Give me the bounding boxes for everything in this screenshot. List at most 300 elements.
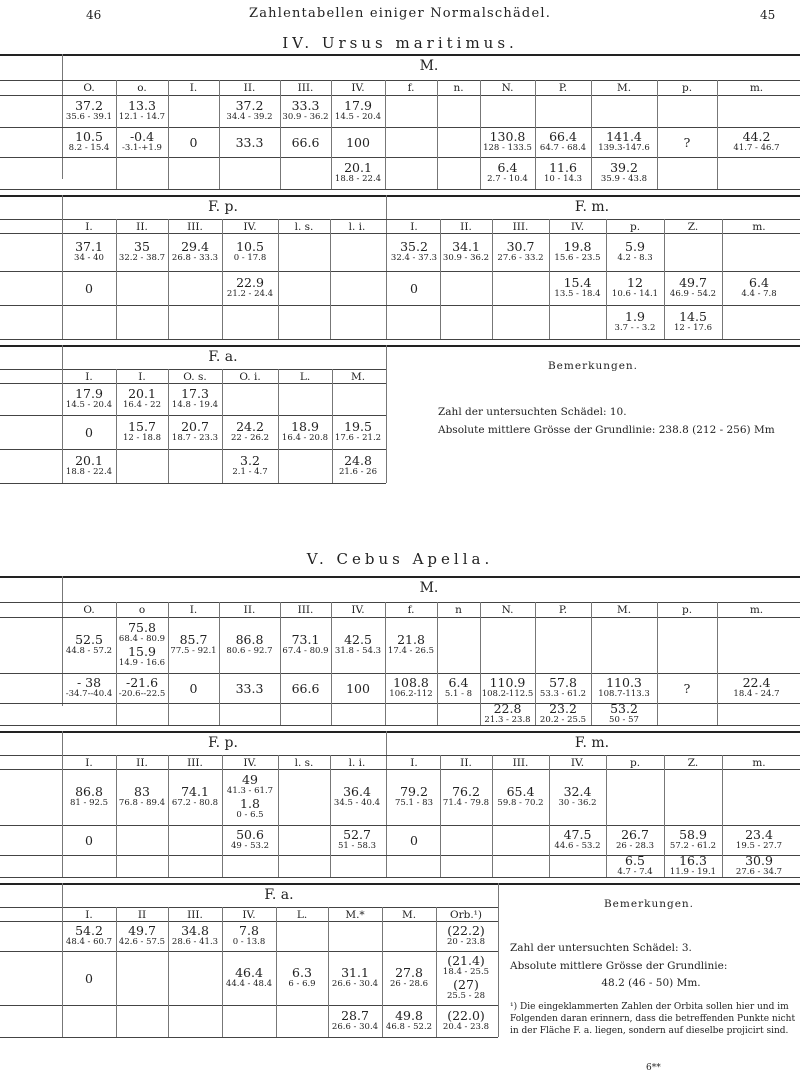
mean-value: 100 [346,134,370,150]
mean-value: 1.9 [625,309,645,324]
mean-value: 36.4 [343,784,371,799]
m-table-col-header: O. [83,82,95,94]
fp-table-col-header: II. [136,757,148,769]
fa-table-cell [62,924,116,948]
column-rule [606,755,607,877]
fm-table-col-header: IV. [570,757,585,769]
range-value: 16.4 - 20.8 [281,433,329,443]
range-value: 41.3 - 61.7 [226,786,274,796]
mean-value: 66.6 [291,680,320,696]
mean-value: 79.2 [400,784,428,799]
m-table-cell [168,136,219,149]
mean-value: 0 [189,680,198,696]
range-value: 18.4 - 25.5 [442,967,490,977]
rule [0,877,386,878]
rule [0,725,800,726]
mean-value: - 38 [76,675,102,690]
column-rule [328,907,329,1037]
range-value: 30.9 - 36.2 [442,253,490,263]
m-table-col-header: N. [501,82,514,94]
range-value: 20 - 23.8 [446,937,486,947]
fm-table-cell [440,785,492,809]
column-rule [276,907,277,1037]
mean-value: 0 [85,832,93,848]
range-value: 14.5 - 20.4 [334,112,382,122]
mean-value: 37.2 [235,98,264,113]
rule [0,755,386,756]
m-table-cell [480,161,535,185]
mean-value: (27) [453,977,479,992]
range-value: 28.6 - 41.3 [171,937,219,947]
fm-table-col-header: IV. [570,221,585,233]
mean-value: 10.5 [236,239,264,254]
column-rule [62,195,63,339]
m-table-col-header: II. [243,604,256,616]
mean-value: 57.8 [549,675,577,690]
column-rule [280,80,281,189]
column-rule [492,219,493,339]
mean-value: 85.7 [179,632,208,647]
fa-table-col-header: IV. [242,909,256,921]
column-rule [222,907,223,1037]
range-value: 67.4 - 80.9 [282,646,329,656]
mean-value: 11.6 [549,160,577,175]
fm-table-cell [606,854,664,878]
fm-table-cell [388,785,440,809]
mean-value: 20.1 [128,386,156,401]
fp-table-col-header: II. [136,221,148,233]
rule [0,271,386,272]
mean-value: 20.7 [181,419,209,434]
mean-value: 54.2 [75,923,103,938]
rule [0,189,800,190]
mean-value: 15.7 [128,419,156,434]
mean-value: 24.2 [236,419,264,434]
fa-table-col-header: O. i. [239,371,261,383]
mean-value: 15.4 [563,275,592,290]
column-rule [278,219,279,339]
mean-value: 35.2 [400,239,428,254]
mean-value: 33.3 [291,98,320,113]
mean-value: 12 [627,275,643,290]
column-rule [62,883,63,1037]
mean-value: 19.5 [344,419,372,434]
mean-value: 86.8 [75,784,103,799]
range-value: 67.2 - 80.8 [171,798,219,808]
m-table-cell [62,676,116,700]
fa-table-group-header: F. a. [208,349,238,365]
rule [386,233,800,234]
column-rule [219,602,220,725]
mean-value: 6.4 [497,160,518,175]
fa-table-cell [222,966,276,990]
mean-value: 76.2 [452,784,480,799]
range-value: 108.7-113.3 [598,689,650,699]
mean-value: 66.4 [549,129,577,144]
mean-value: 10.5 [75,129,103,144]
range-value: 3.7 - - 3.2 [614,323,656,333]
fa-table-cell [278,420,332,444]
fp-table-cell [62,240,116,264]
fa-table-col-header: III. [187,909,203,921]
range-value: 44.6 - 53.2 [554,841,601,851]
m-table-cell [280,136,331,149]
m-table-cell [591,161,657,185]
rule [0,576,800,578]
m-table-col-header: IV. [351,82,365,94]
fa-table-cell [436,924,496,948]
remarks-title: Bemerkungen. [547,360,639,372]
mean-value: 32.4 [563,784,592,799]
fp-table-col-header: I. [85,221,93,233]
remarks-count: Zahl der untersuchten Schädel: 10. [438,406,627,418]
mean-value: 46.4 [235,965,263,980]
fa-table-cell [62,972,116,985]
mean-value: 20.1 [75,453,103,468]
mean-value: 86.8 [235,632,264,647]
range-value: 4.2 - 8.3 [617,253,653,263]
fp-table-cell [62,785,116,809]
mean-value: 7.8 [239,923,259,938]
m-table-col-header: p. [681,82,693,94]
column-rule [440,219,441,339]
mean-value: 5.9 [625,239,645,254]
range-value: 77.5 - 92.1 [170,646,217,656]
m-table-cell [116,621,168,669]
mean-value: 49.7 [128,923,156,938]
mean-value: 23.2 [549,701,577,716]
column-rule [168,219,169,339]
m-table-cell [535,702,591,726]
range-value: 51 - 58.3 [337,841,377,851]
range-value: 0 - 17.8 [233,253,267,263]
range-value: 34 - 40 [74,253,104,263]
rule [0,127,800,128]
m-table-col-header: m. [749,82,764,94]
fa-table-cell [328,966,382,990]
rule [0,345,800,347]
m-table-col-header: f. [407,604,415,616]
m-table-cell [591,702,657,726]
column-rule [722,219,723,339]
fa-table-col-header: O. s. [183,371,207,383]
section-title-cebus: V. Cebus Apella. [306,550,494,568]
m-table-cell [591,676,657,700]
mean-value: 3.2 [240,453,260,468]
rule [0,383,386,384]
m-table-col-header: N. [501,604,514,616]
rule [386,755,800,756]
mean-value: 34.1 [452,239,480,254]
column-rule [116,219,117,339]
range-value: -34.7--40.4 [65,689,113,699]
range-value: 21.3 - 23.8 [484,715,531,725]
m-table-cell [280,682,331,695]
m-table-col-header: f. [407,82,415,94]
range-value: 76.8 - 89.4 [118,798,166,808]
mean-value: (22.0) [447,1008,485,1023]
column-rule [332,369,333,483]
rule [0,415,386,416]
m-table-col-header: n. [453,82,464,94]
range-value: 30.9 - 36.2 [282,112,329,122]
mean-value: 17.9 [75,386,103,401]
range-value: 0 - 6.5 [236,810,264,820]
rule [0,769,386,770]
m-table-col-header: P. [558,82,568,94]
m-table-group-header: M. [419,58,439,74]
fa-table-cell [436,954,496,1002]
column-rule [480,80,481,189]
column-rule [222,755,223,877]
m-table-col-header: III. [297,82,314,94]
range-value: 34.5 - 40.4 [333,798,381,808]
range-value: 71.4 - 79.8 [442,798,490,808]
mean-value: 0 [85,280,93,296]
mean-value: 52.7 [343,827,371,842]
m-table-cell [591,130,657,154]
range-value: 44.8 - 57.2 [65,646,113,656]
m-table-cell [219,633,280,657]
mean-value: 0 [410,280,418,296]
range-value: 139.3-147.6 [598,143,650,153]
m-table-col-header: n [455,604,462,616]
range-value: 4.7 - 7.4 [617,867,653,877]
fm-table-cell [388,834,440,847]
mean-value: 17.9 [344,98,372,113]
m-table-col-header: m. [749,604,764,616]
mean-value: 22.4 [742,675,771,690]
range-value: 18.8 - 22.4 [65,467,113,477]
m-table-cell [385,676,437,700]
range-value: 44.4 - 48.4 [225,979,273,989]
fm-table-col-header: Z. [687,757,699,769]
rule [0,673,800,674]
range-value: 26.6 - 30.4 [331,1022,379,1032]
column-rule [116,602,117,725]
m-table-cell [62,130,116,154]
column-rule [280,602,281,725]
range-value: 35.9 - 43.8 [600,174,648,184]
rule [0,951,498,952]
mean-value: 33.3 [235,680,264,696]
m-table-col-header: M. [616,604,632,616]
m-table-col-header: p. [681,604,693,616]
page-header-title: Zahlentabellen einiger Normalschädel. [248,6,552,21]
range-value: 31.8 - 54.3 [334,646,382,656]
rule [386,219,800,220]
range-value: 2.7 - 10.4 [487,174,528,184]
remarks-baseline: Absolute mittlere Grösse der Grundlinie: [510,960,728,972]
column-rule [219,80,220,189]
range-value: 42.6 - 57.5 [118,937,166,947]
range-value: 64.7 - 68.4 [539,143,587,153]
mean-value: 100 [346,680,370,696]
column-rule [591,80,592,189]
fa-table-cell [332,454,384,478]
footnote: ¹) Die eingeklammerten Zahlen der Orbita sollen hier und im Folgenden daran erinnern, dass die betreffenden Punkte nicht in der Fläche F. a. liegen, sondern auf dieselbe projicirt sind. [510,1002,796,1036]
range-value: 26.8 - 33.3 [171,253,219,263]
fp-table-cell [116,785,168,809]
rule [0,1005,498,1006]
m-table-cell [535,130,591,154]
range-value: 10 - 14.3 [543,174,583,184]
range-value: 14.8 - 19.4 [171,400,219,410]
mean-value: 52.5 [75,632,103,647]
rule [0,195,800,197]
fa-table-cell [276,966,328,990]
fm-table-col-header: p. [629,757,641,769]
m-table-col-header: O. [83,604,95,616]
column-rule [278,369,279,483]
range-value: 81 - 92.5 [69,798,109,808]
column-rule [657,602,658,725]
remarks-count: Zahl der untersuchten Schädel: 3. [510,942,692,954]
mean-value: 26.7 [621,827,649,842]
m-table-col-header: I. [189,604,198,616]
column-rule [168,80,169,189]
column-rule [222,219,223,339]
fa-table-cell [222,924,276,948]
mean-value: 6.3 [292,965,312,980]
mean-value: -0.4 [129,129,155,144]
range-value: 12.1 - 14.7 [118,112,166,122]
range-value: 17.4 - 26.5 [387,646,435,656]
rule [0,731,800,733]
rule [386,769,800,770]
remarks-baseline: Absolute mittlere Grösse der Grundlinie: 238.8 (212 - 256) Mm [438,424,775,436]
range-value: 5.1 - 8 [444,689,473,699]
rule [0,617,800,618]
fm-table-cell [722,828,796,852]
fm-table-cell [664,854,722,878]
mean-value: 0 [189,134,198,150]
fa-table-col-header: Orb.¹) [450,909,482,921]
m-table-cell [219,682,280,695]
rule [0,95,800,96]
fa-table-col-header: M. [350,371,366,383]
column-rule [657,80,658,189]
mean-value: 34.8 [181,923,209,938]
rule [0,907,498,908]
range-value: 0 - 13.8 [232,937,266,947]
column-rule [535,602,536,725]
fm-table-cell [664,276,722,300]
range-value: 4.4 - 7.8 [741,289,777,299]
mean-value: 21.8 [397,632,425,647]
m-table-cell [480,676,535,700]
mean-value: 20.1 [344,160,372,175]
range-value: 26 - 28.3 [615,841,655,851]
m-table-cell [116,676,168,700]
m-table-cell [657,136,717,149]
fa-table-col-header: M.* [345,909,365,921]
rule [0,921,498,922]
mean-value: -21.6 [125,675,159,690]
rule [386,825,800,826]
range-value: 2.1 - 4.7 [232,467,268,477]
fa-table-cell [382,966,436,990]
column-rule [330,219,331,339]
range-value: -20.6--22.5 [118,689,166,699]
range-value: 50 - 57 [609,715,639,725]
range-value: 14.9 - 16.6 [118,658,166,668]
fa-table-cell [116,924,168,948]
fm-table-col-header: III. [512,221,529,233]
mean-value: 23.4 [745,827,773,842]
mean-value: 1.8 [240,796,260,811]
fa-table-group-header: F. a. [264,887,294,903]
m-table-col-header: o [138,604,146,616]
fp-table-cell [222,276,278,300]
range-value: 14.5 - 20.4 [65,400,113,410]
column-rule [168,602,169,725]
mean-value: 30.7 [506,239,535,254]
fa-table-cell [62,387,116,411]
mean-value: 24.8 [344,453,372,468]
fp-table-cell [330,785,384,809]
mean-value: 15.9 [128,644,156,659]
remarks-baseline-value: 48.2 (46 - 50) Mm. [601,977,701,989]
rule [0,369,386,370]
column-rule [386,195,387,339]
column-rule [382,907,383,1037]
fm-table-cell [492,785,549,809]
column-rule [549,219,550,339]
page-number-right: 45 [760,8,776,22]
m-table-group-header: M. [419,580,439,596]
column-rule [331,602,332,725]
mean-value: 44.2 [742,129,771,144]
fa-table-col-header: I. [85,909,93,921]
fa-table-cell [328,1009,382,1033]
m-table-cell [331,633,385,657]
column-rule [222,369,223,483]
rule [0,80,800,81]
fp-table-cell [168,785,222,809]
m-table-cell [385,633,437,657]
range-value: 57.2 - 61.2 [669,841,717,851]
column-rule [116,907,117,1037]
mean-value: 30.9 [745,853,773,868]
fa-table-cell [222,420,278,444]
rule [0,305,386,306]
mean-value: 141.4 [606,129,642,144]
mean-value: 0 [410,832,418,848]
m-table-cell [331,682,385,695]
column-rule [168,755,169,877]
fm-table-col-header: III. [512,757,529,769]
fa-table-col-header: L. [299,371,311,383]
column-rule [330,755,331,877]
fa-table-cell [168,387,222,411]
rule [0,855,386,856]
mean-value: 33.3 [235,134,264,150]
fa-table-cell [116,387,168,411]
mean-value: 37.1 [75,239,103,254]
mean-value: 22.9 [236,275,264,290]
mean-value: 6.4 [749,275,769,290]
fm-table-cell [606,828,664,852]
range-value: 128 - 133.5 [483,143,532,153]
fp-table-col-header: l. s. [294,757,314,769]
mean-value: ? [683,680,691,696]
mean-value: 13.3 [128,98,156,113]
fm-table-cell [606,310,664,334]
section-title-ursus: IV. Ursus maritimus. [282,34,518,52]
mean-value: 29.4 [181,239,209,254]
fp-table-group-header: F. p. [208,199,238,215]
